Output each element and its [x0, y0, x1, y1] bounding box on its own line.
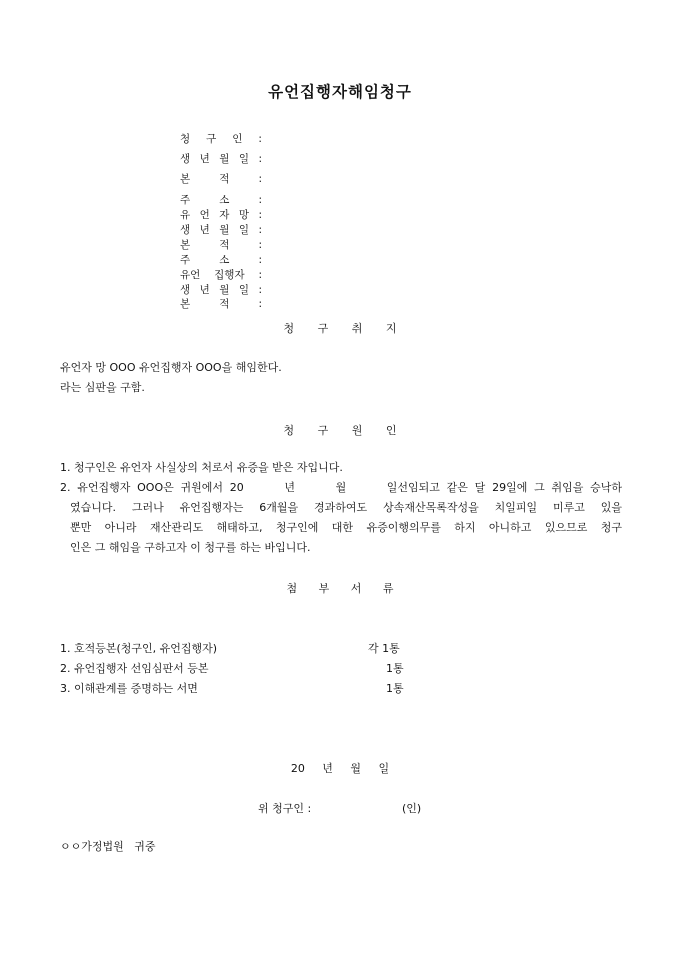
heading-char: 첨: [286, 582, 298, 595]
heading-char: 류: [382, 582, 394, 595]
heading-char: 서: [350, 582, 362, 595]
field-claimant-domicile: [180, 172, 262, 186]
field-executor: [180, 268, 262, 282]
field-char: 월: [219, 224, 230, 236]
attachment-item: 3. 이해관계를 증명하는 서면: [60, 682, 198, 695]
attachment-qty: 1통: [386, 682, 404, 695]
field-char: 소: [219, 254, 230, 266]
field-char: 월: [219, 284, 230, 296]
field-char: 생: [180, 153, 191, 165]
section-heading-purpose: [0, 320, 680, 336]
field-deceased-domicile: [180, 238, 262, 252]
field-char: 생: [180, 224, 191, 236]
field-char: 년: [199, 284, 210, 296]
field-char: 년: [199, 224, 210, 236]
field-char: 청: [180, 133, 191, 145]
field-char: 망: [238, 209, 249, 221]
section-heading-attachments: [0, 580, 680, 596]
heading-char: 구: [317, 424, 329, 437]
field-colon: :: [258, 173, 262, 185]
heading-char: 청: [283, 322, 295, 335]
field-char: 유언: [180, 269, 201, 281]
field-char: 소: [219, 194, 230, 206]
cause-line: 2. 유언집행자 OOO은 귀원에서 20 년 월 일선임되고 같은 달 29일에 그 취임을 승낙하: [60, 481, 622, 494]
cause-line: 인은 그 해임을 구하고자 이 청구를 하는 바입니다.: [70, 541, 311, 554]
field-char: 일: [238, 284, 249, 296]
attachment-item: 1. 호적등본(청구인, 유언집행자): [60, 642, 218, 655]
field-char: 월: [219, 153, 230, 165]
heading-char: 지: [385, 322, 397, 335]
field-claimant: [180, 132, 262, 146]
field-colon: :: [258, 133, 262, 145]
heading-char: 인: [385, 424, 397, 437]
field-colon: :: [258, 284, 262, 296]
field-char: 구: [206, 133, 217, 145]
field-char: 일: [238, 153, 249, 165]
field-executor-birthdate: [180, 283, 262, 297]
field-colon: :: [258, 224, 262, 236]
field-char: 년: [199, 153, 210, 165]
field-colon: :: [258, 269, 262, 281]
claimant-signature-label: 위 청구인 :: [258, 802, 312, 815]
field-char: 언: [199, 209, 210, 221]
field-char: 주: [180, 194, 191, 206]
field-char: 본: [180, 173, 191, 185]
filing-date: 20 년 월 일: [290, 762, 390, 775]
section-heading-cause: [0, 422, 680, 438]
field-claimant-address: [180, 193, 262, 207]
field-char: 본: [180, 239, 191, 251]
cause-line: 였습니다. 그러나 유언집행자는 6개월을 경과하여도 상속재산목록작성을 치일피일 미루고 있을: [70, 501, 622, 514]
heading-char: 구: [317, 322, 329, 335]
purpose-paragraph: [60, 358, 622, 398]
field-deceased-birthdate: [180, 223, 262, 237]
field-char: 적: [219, 239, 230, 251]
field-colon: :: [258, 209, 262, 221]
field-colon: :: [258, 239, 262, 251]
field-colon: :: [258, 298, 262, 310]
attachment-qty: 1통: [386, 662, 404, 675]
field-char: 집행자: [214, 269, 245, 281]
heading-char: 취: [351, 322, 363, 335]
field-deceased-address: [180, 253, 262, 267]
field-char: 본: [180, 298, 191, 310]
purpose-line: 유언자 망 OOO 유언집행자 OOO을 해임한다.: [60, 361, 282, 374]
field-char: 적: [219, 173, 230, 185]
field-char: 생: [180, 284, 191, 296]
field-char: 적: [219, 298, 230, 310]
heading-char: 원: [351, 424, 363, 437]
field-executor-domicile: [180, 297, 262, 311]
cause-line: 1. 청구인은 유언자 사실상의 처로서 유증을 받은 자입니다.: [60, 461, 343, 474]
field-char: 주: [180, 254, 191, 266]
field-char: 일: [238, 224, 249, 236]
field-deceased: [180, 208, 262, 222]
court-addressee: ㅇㅇ가정법원 귀중: [60, 840, 156, 853]
field-colon: :: [258, 254, 262, 266]
heading-char: 청: [283, 424, 295, 437]
attachment-item: 2. 유언집행자 선임심판서 등본: [60, 662, 209, 675]
field-char: 인: [232, 133, 243, 145]
field-char: 유: [180, 209, 191, 221]
field-claimant-birthdate: [180, 152, 262, 166]
document-title: 유언집행자해임청구: [268, 82, 412, 101]
cause-paragraph: [60, 458, 622, 558]
field-colon: :: [258, 194, 262, 206]
cause-line: 뿐만 아니라 재산관리도 해태하고, 청구인에 대한 유증이행의무를 하지 아니하고 있으므로 청구: [70, 521, 622, 534]
attachment-qty: 각 1통: [368, 642, 400, 655]
purpose-line: 라는 심판을 구함.: [60, 381, 145, 394]
field-char: 자: [219, 209, 230, 221]
seal-mark: (인): [402, 802, 422, 815]
heading-char: 부: [318, 582, 330, 595]
field-colon: :: [258, 153, 262, 165]
